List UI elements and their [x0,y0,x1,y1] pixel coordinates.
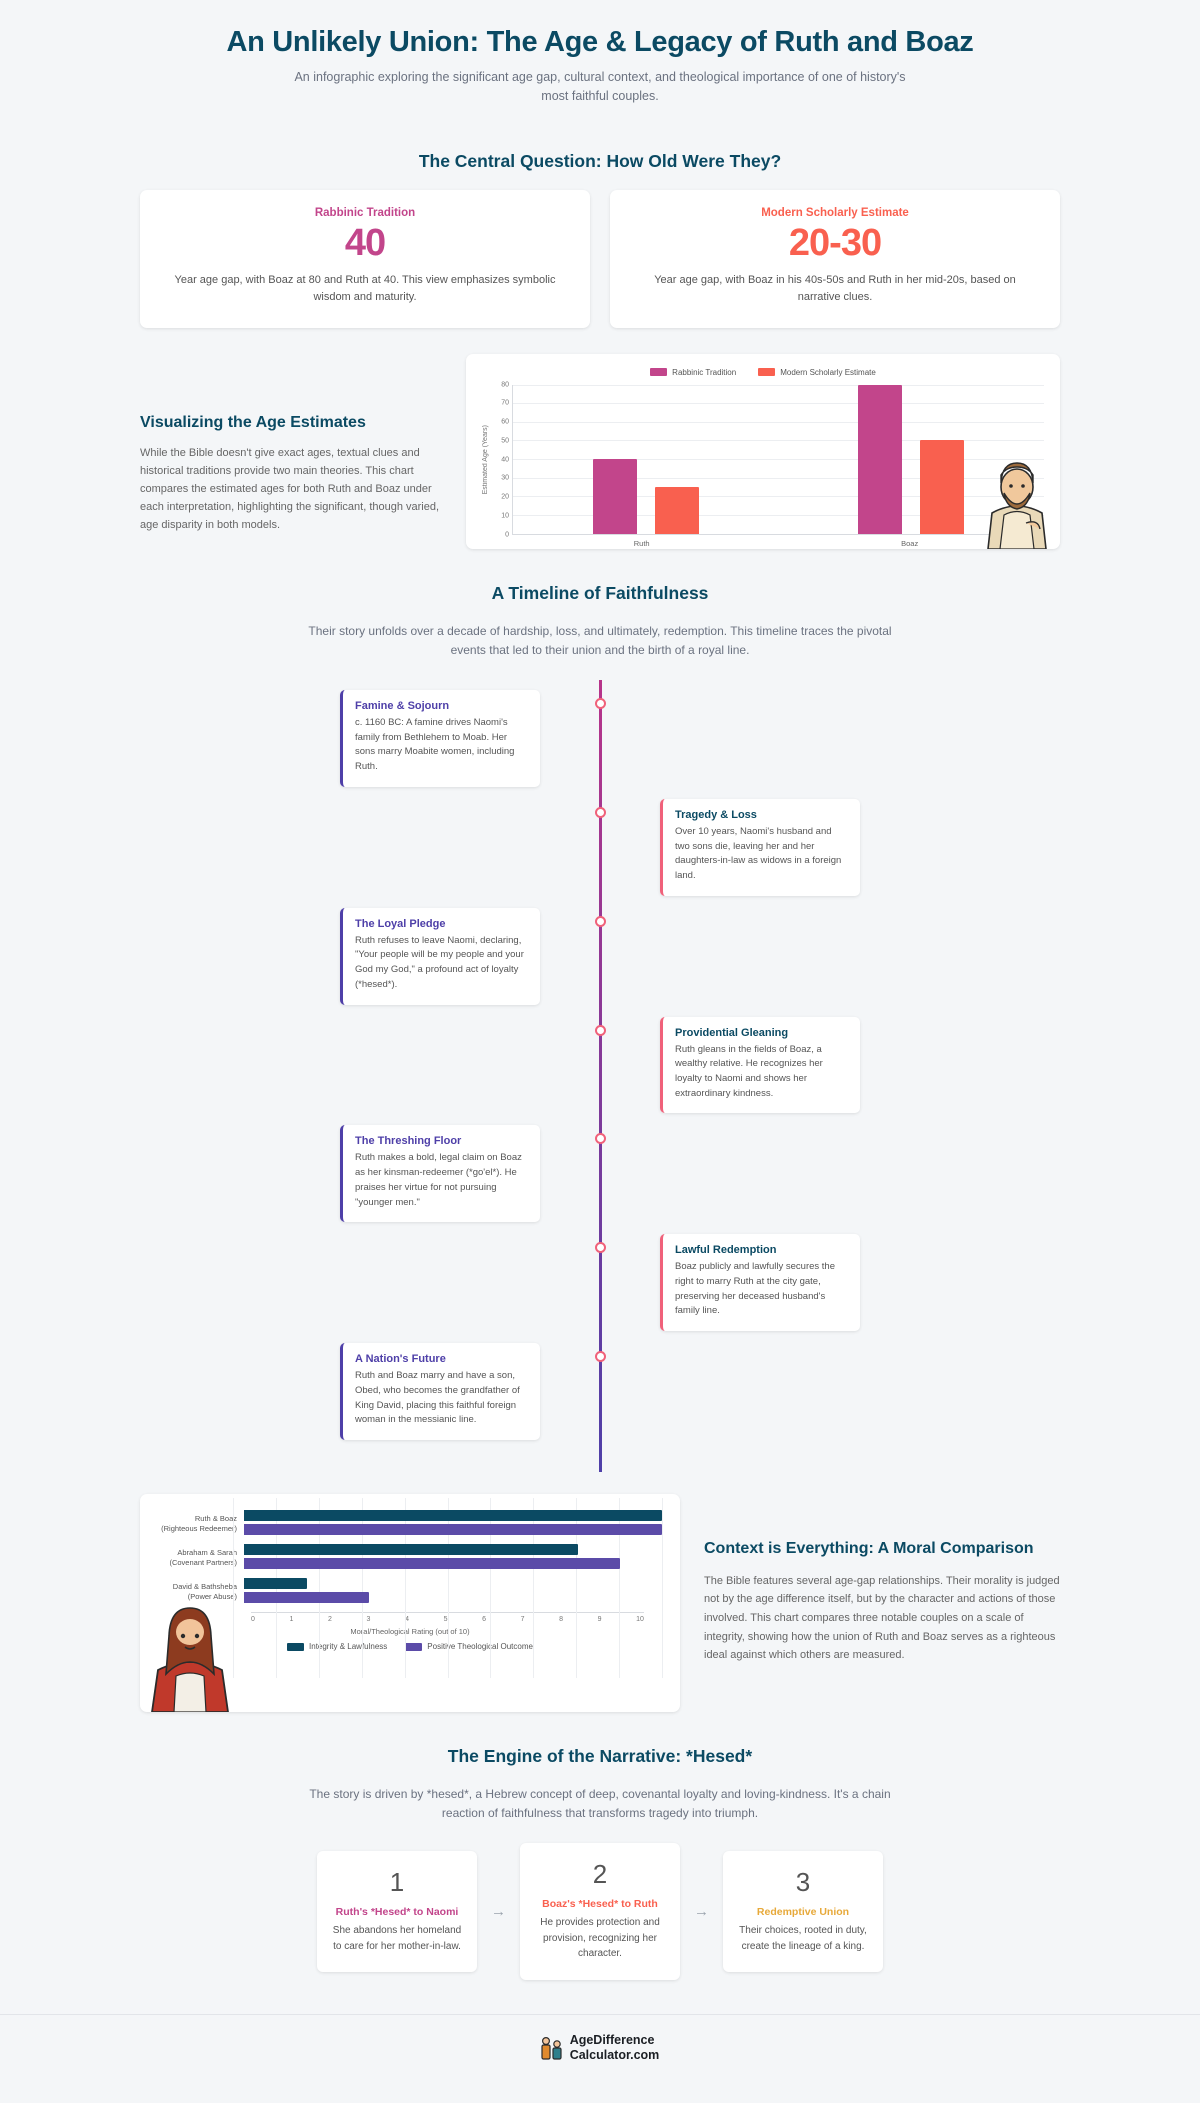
legend-label: Rabbinic Tradition [672,367,737,377]
y-tick: 70 [501,399,509,407]
stat-card-modern [610,190,1060,328]
timeline-card [340,690,540,787]
footer-brand-line1: AgeDifference [569,2032,655,2047]
timeline-event-desc: Ruth gleans in the fields of Boaz, a wealthy relative. He recognizes her loyalty to Naomi and shows her extraordinary kindness. [675,1043,823,1099]
timeline-dot [595,1025,606,1036]
page-title: An Unlikely Union: The Age & Legacy of Ruth and Boaz [226,26,974,58]
hbar-row [158,1544,662,1572]
gridline [662,1498,663,1678]
hbar-integrity-ruth-boaz [244,1510,662,1521]
timeline-event [340,690,860,787]
legend-item [758,368,876,377]
step-number: 2 [592,1859,608,1890]
legend-label: Integrity & Lawfulness [309,1642,388,1652]
timeline-event [340,1234,860,1331]
page-subtitle: An infographic exploring the significant age gap, cultural context, and theological importance of one of history's most faithful couples. [294,70,906,104]
stat-label: Rabbinic Tradition [314,206,416,219]
x-tick: 0 [251,1616,255,1624]
timeline-dot [595,916,606,927]
bars-plot [512,385,1044,535]
hesed-subtitle: The story is driven by *hesed*, a Hebrew concept of deep, covenantal loyalty and loving-kindness. It's a chain reaction of faithfulness that transforms tragedy into triumph. [309,1787,891,1821]
step-description: Their choices, rooted in duty, create the lineage of a king. [739,1925,867,1952]
timeline-heading: A Timeline of Faithfulness [491,582,709,603]
y-tick: 60 [501,418,509,426]
legend-item [650,368,736,377]
x-tick: 10 [636,1616,644,1624]
moral-comparison-heading: Context is Everything: A Moral Comparison [704,1540,1034,1558]
timeline-event-desc: Boaz publicly and lawfully secures the right to marry Ruth at the city gate, preserving her deceased husband's family line. [675,1261,836,1317]
x-tick: 3 [366,1616,371,1624]
stat-description: Year age gap, with Boaz at 80 and Ruth at 40. This view emphasizes symbolic wisdom and maturity. [174,274,556,304]
moral-comparison-text [704,1494,1060,1665]
stat-description: Year age gap, with Boaz in his 40s-50s and Ruth in her mid-20s, based on narrative clues. [654,274,1016,304]
hbar-category-label: David & Bathsheba (Power Abuse) [172,1581,237,1602]
moral-comparison-chart [140,1494,680,1712]
timeline-dot [595,698,606,709]
footer [0,2014,1200,2069]
stat-value: 40 [344,221,386,264]
y-tick: 20 [501,493,509,501]
timeline-card [340,1125,540,1222]
x-tick: 9 [597,1616,602,1624]
y-tick: 40 [501,456,509,464]
x-tick: 1 [289,1616,294,1624]
ruth-illustration-icon [140,1592,240,1712]
bar-group-boaz [858,385,964,534]
bar-groups [513,385,1044,534]
step-title: Redemptive Union [756,1906,850,1919]
stat-card-rabbinic [140,190,590,328]
couple-logo-icon [541,2036,563,2060]
timeline [340,680,860,1472]
bar-group-ruth [593,385,699,534]
central-question-heading: The Central Question: How Old Were They? [418,150,782,171]
timeline-event-title: A Nation's Future [355,1353,446,1366]
timeline-event-desc: Ruth makes a bold, legal claim on Boaz as her kinsman-redeemer (*go'el*). He praises her virtue for not pursuing "younger men." [355,1152,522,1208]
hesed-heading: The Engine of the Narrative: *Hesed* [447,1746,753,1767]
timeline-dot [595,1242,606,1253]
hbar-outcome-abraham-sarah [244,1558,620,1569]
arrow-right-icon: → [694,1903,709,1921]
bar-boaz-rabbinic [858,385,902,534]
footer-brand-line2: Calculator.com [569,2047,660,2062]
y-tick: 10 [501,512,509,520]
y-tick: 0 [505,531,509,539]
stat-card-row [0,190,1200,328]
plot-area [482,381,1044,539]
hbar-row [158,1510,662,1538]
legend-swatch-rabbinic [650,368,667,376]
timeline-card [340,1343,540,1440]
hbar-integrity-abraham-sarah [244,1544,578,1555]
timeline-event-desc: Ruth and Boaz marry and have a son, Obed, who becomes the grandfather of King David, placing this faithful foreign woman in the messianic line. [355,1370,520,1426]
timeline-event [340,1125,860,1222]
y-tick: 50 [501,437,509,445]
timeline-event-title: Tragedy & Loss [675,808,757,821]
timeline-dot [595,1351,606,1362]
timeline-event [340,1343,860,1440]
hesed-step-3 [723,1851,883,1972]
legend-item [405,1642,533,1651]
legend-swatch-outcome [405,1643,422,1651]
x-tick: 2 [328,1616,332,1624]
age-estimate-body: While the Bible doesn't give exact ages, textual clues and historical traditions provide two main theories. This chart compares the estimated ages for both Ruth and Boaz under each interpretation, highlighting the significant, though varied, age disparity in both models. [140,446,440,532]
legend-label: Positive Theological Outcome [427,1642,533,1652]
timeline-event-title: Providential Gleaning [675,1026,789,1039]
x-axis-title: Moral/Theological Rating (out of 10) [350,1627,470,1637]
timeline-event [340,908,860,1005]
arrow-right-icon: → [491,1903,506,1921]
hbar-track [244,1510,662,1538]
timeline-card [660,1017,860,1114]
x-tick: 4 [405,1616,409,1624]
timeline-event-title: Famine & Sojourn [355,699,450,712]
hesed-step-1 [317,1851,477,1972]
timeline-event-title: The Loyal Pledge [355,917,446,930]
timeline-card [660,799,860,896]
chart-legend [482,368,1044,377]
footer-brand [570,2033,660,2063]
timeline-card [660,1234,860,1331]
step-number: 1 [389,1867,405,1898]
legend-swatch-integrity [287,1643,304,1651]
timeline-event-desc: Ruth refuses to leave Naomi, declaring, "Your people will be my people and your God my God," a profound act of loyalty (*hesed*). [355,934,524,990]
stat-label: Modern Scholarly Estimate [761,206,909,219]
legend-item [287,1642,387,1651]
timeline-event [340,799,860,896]
x-axis-scale [251,1612,644,1623]
age-bar-chart [466,354,1060,549]
hbar-track [244,1544,662,1572]
y-tick: 80 [501,381,509,389]
moral-comparison-section [0,1494,1200,1712]
step-description: She abandons her homeland to care for her mother-in-law. [332,1925,462,1952]
step-title: Ruth's *Hesed* to Naomi [335,1906,459,1919]
boaz-illustration-icon [978,453,1056,549]
x-tick: 7 [520,1616,525,1624]
stat-value: 20-30 [788,221,882,264]
y-axis-ticks [492,381,512,539]
x-tick: 6 [482,1616,486,1624]
age-estimate-text [140,354,440,535]
timeline-event-title: The Threshing Floor [355,1135,462,1148]
hbar-category-label: Ruth & Boaz (Righteous Redeemer) [161,1513,237,1534]
step-title: Boaz's *Hesed* to Ruth [542,1898,658,1911]
timeline-event-desc: Over 10 years, Naomi's husband and two sons die, leaving her and her daughters-in-law as widows in a foreign land. [675,825,842,881]
y-tick: 30 [501,474,509,482]
hbar-track [244,1578,662,1606]
timeline-subtitle: Their story unfolds over a decade of hardship, loss, and ultimately, redemption. This timeline traces the pivotal events that led to their union and the birth of a royal line. [308,623,892,657]
timeline-dot [595,1133,606,1144]
bar-ruth-modern [655,487,699,534]
hbar-outcome-ruth-boaz [244,1524,662,1535]
timeline-dot [595,807,606,818]
legend-label: Modern Scholarly Estimate [780,367,876,377]
hero-section [0,0,1200,117]
x-axis-labels [482,539,1044,548]
hbar-integrity-david-bathsheba [244,1578,307,1589]
legend-swatch-modern [758,368,775,376]
x-tick: Ruth [633,538,650,548]
x-tick: 8 [559,1616,564,1624]
age-estimate-heading: Visualizing the Age Estimates [140,413,366,431]
x-tick: Boaz [901,538,919,548]
timeline-card [340,908,540,1005]
bar-ruth-rabbinic [593,459,637,534]
x-tick: 5 [443,1616,448,1624]
y-axis-title: Estimated Age (Years) [482,424,489,495]
step-description: He provides protection and provision, recognizing her character. [540,1917,660,1960]
bar-boaz-modern [920,440,964,533]
timeline-event-desc: c. 1160 BC: A famine drives Naomi's family from Bethlehem to Moab. Her sons marry Moabite women, including Ruth. [355,716,515,773]
moral-comparison-body: The Bible features several age-gap relationships. Their morality is judged not by the age difference itself, but by the character and actions of those involved. This chart compares three notable couples on a scale of integrity, showing how the union of Ruth and Boaz serves as a righteous ideal against which others are measured. [704,1574,1060,1662]
timeline-event-title: Lawful Redemption [675,1244,777,1257]
hbar-category-label: Abraham & Sarah (Covenant Partners) [169,1547,237,1568]
hesed-step-2 [520,1843,680,1980]
hbar-outcome-david-bathsheba [244,1592,369,1603]
step-number: 3 [795,1867,811,1898]
age-estimate-section [0,354,1200,549]
hesed-steps [0,1843,1200,1980]
timeline-event [340,1017,860,1114]
